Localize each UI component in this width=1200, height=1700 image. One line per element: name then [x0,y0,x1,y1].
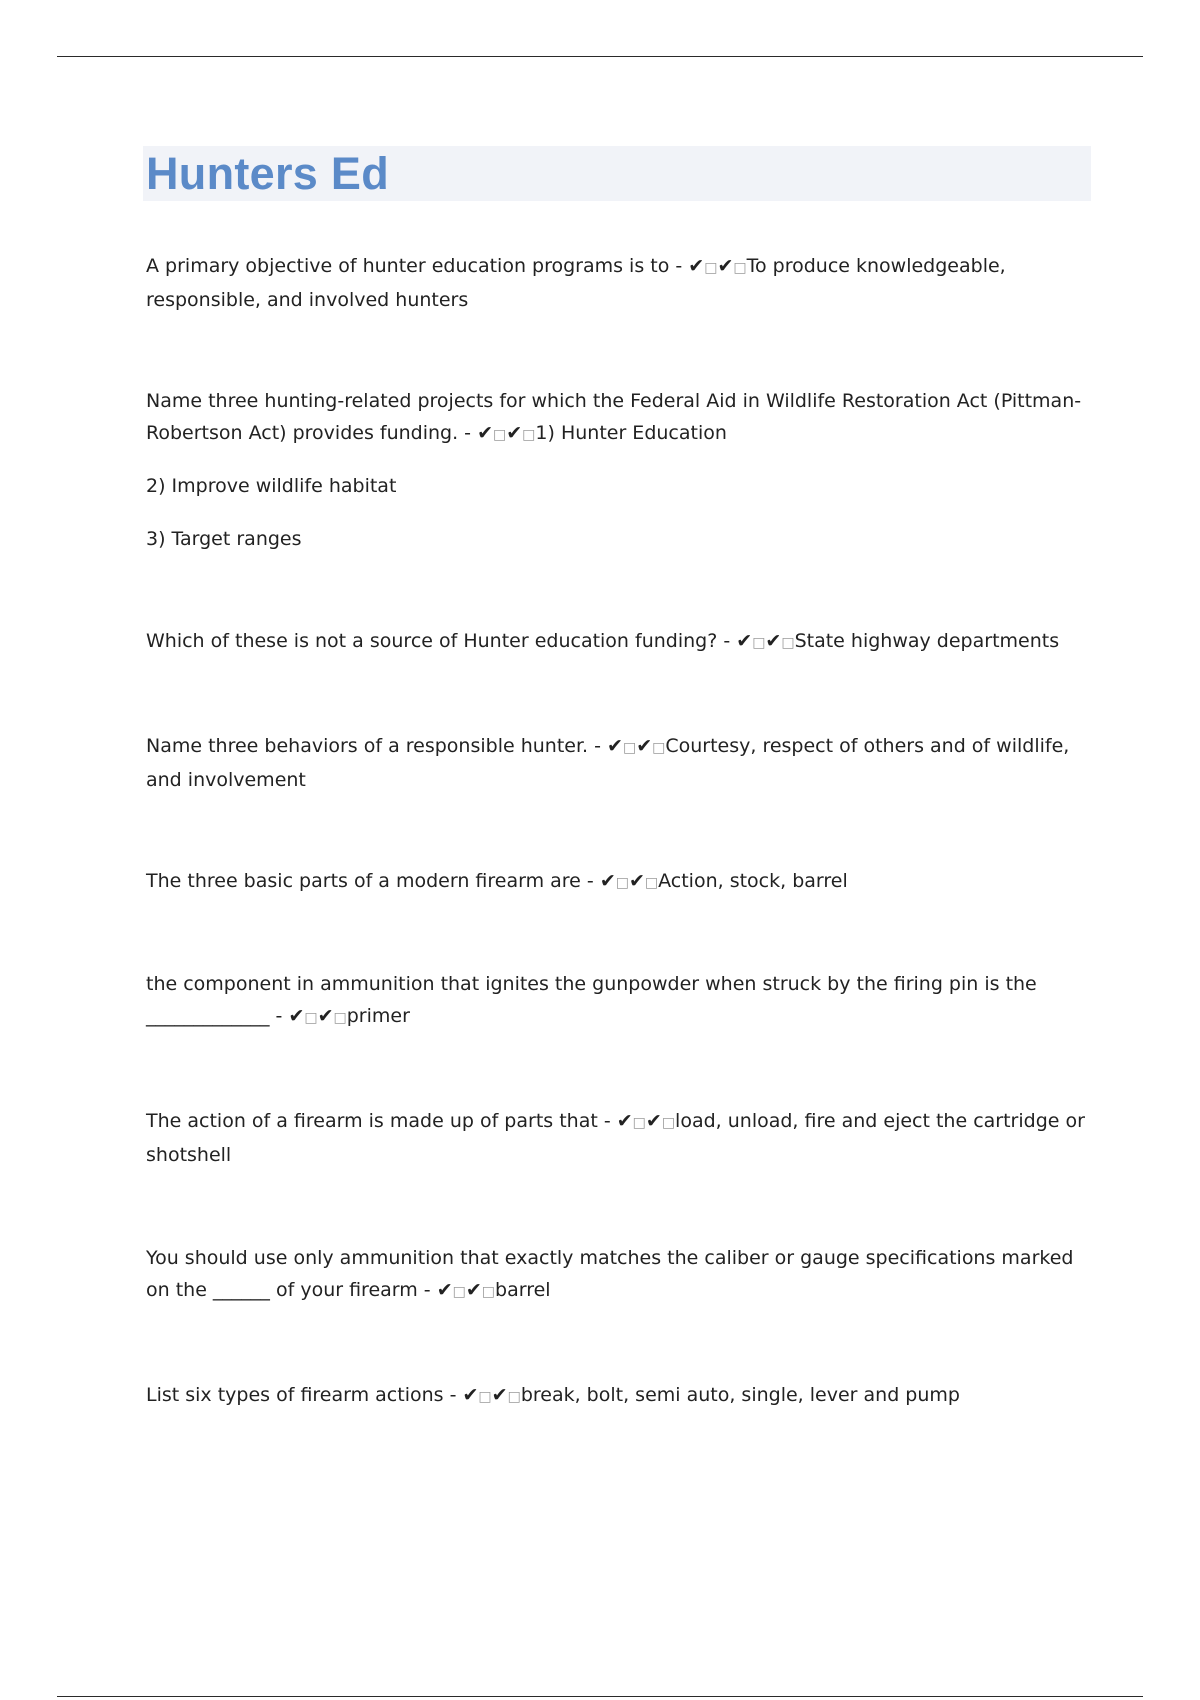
check-icon: ✔ [688,255,705,277]
answer-text: Courtesy, respect of others and of wildlife, and involvement [146,735,1070,791]
qa-item [146,625,1096,659]
check-icon: ✔ [491,1384,508,1406]
question-text: Name three hunting-related projects for which the Federal Aid in Wildlife Restoration Act (Pittman-Robertson Act) provides funding. - [146,390,1082,444]
box-icon: □ [615,875,629,891]
box-icon: □ [478,1389,492,1405]
box-icon: □ [333,1010,347,1026]
check-icon: ✔ [628,870,645,892]
box-icon: □ [507,1389,521,1405]
qa-item [146,250,1096,316]
box-icon: □ [752,635,766,651]
box-icon: □ [704,260,718,276]
qa-item [146,1242,1096,1308]
check-icon: ✔ [462,1384,479,1406]
check-icon: ✔ [317,1005,334,1027]
answer-text: 1) Hunter Education [535,422,727,444]
question-text: You should use only ammunition that exactly matches the caliber or gauge specifications marked on the ______ of your firearm - [146,1247,1074,1301]
box-icon: □ [661,1115,676,1131]
answer-text: barrel [495,1279,551,1301]
check-icon: ✔ [506,422,523,444]
check-icon: ✔ [465,1279,482,1301]
qa-item [146,968,1096,1034]
answer-text: To produce knowledgeable, responsible, and involved hunters [146,255,1006,311]
question-text: Which of these is not a source of Hunter education funding? - [146,630,737,652]
box-icon: □ [632,1115,646,1131]
question-text: List six types of firearm actions - [146,1384,463,1406]
question-text: A primary objective of hunter education programs is to - [146,255,689,277]
box-icon: □ [644,875,659,891]
answer-line: 3) Target ranges [146,528,302,550]
box-icon: □ [733,260,747,276]
check-icon: ✔ [636,735,653,757]
check-icon: ✔ [645,1110,662,1132]
check-icon: ✔ [607,735,623,757]
answer-text: Action, stock, barrel [658,870,848,892]
check-icon: ✔ [477,422,494,444]
box-icon: □ [652,740,666,756]
box-icon: □ [781,635,795,651]
answer-text: load, unload, fire and eject the cartridge or shotshell [146,1110,1085,1166]
check-icon: ✔ [717,255,734,277]
check-icon: ✔ [288,1005,305,1027]
check-icon: ✔ [736,630,753,652]
check-icon: ✔ [436,1279,453,1301]
answer-text: primer [346,1005,410,1027]
qa-item [146,730,1096,796]
qa-item [146,385,1096,451]
box-icon: □ [304,1010,318,1026]
check-icon: ✔ [616,1110,633,1132]
answer-line: 2) Improve wildlife habitat [146,475,397,497]
question-text: The action of a firearm is made up of parts that - [146,1110,617,1132]
top-rule [57,56,1143,57]
box-icon: □ [452,1284,466,1300]
question-text: The three basic parts of a modern firearm are - [146,870,600,892]
answer-text: break, bolt, semi auto, single, lever and pump [520,1384,960,1406]
question-text: Name three behaviors of a responsible hunter. - [146,735,608,757]
box-icon: □ [522,427,536,443]
box-icon: □ [493,427,507,443]
box-icon: □ [622,740,637,756]
answer-text: State highway departments [794,630,1060,652]
check-icon: ✔ [599,870,616,892]
qa-item [146,1105,1096,1171]
page-title: Hunters Ed [146,148,390,199]
qa-item [146,865,1096,899]
qa-item [146,1379,1096,1413]
bottom-rule [57,1696,1143,1697]
box-icon: □ [481,1284,496,1300]
check-icon: ✔ [765,630,782,652]
question-text: the component in ammunition that ignites the gunpowder when struck by the firing pin is the _____________ - [146,973,1037,1027]
